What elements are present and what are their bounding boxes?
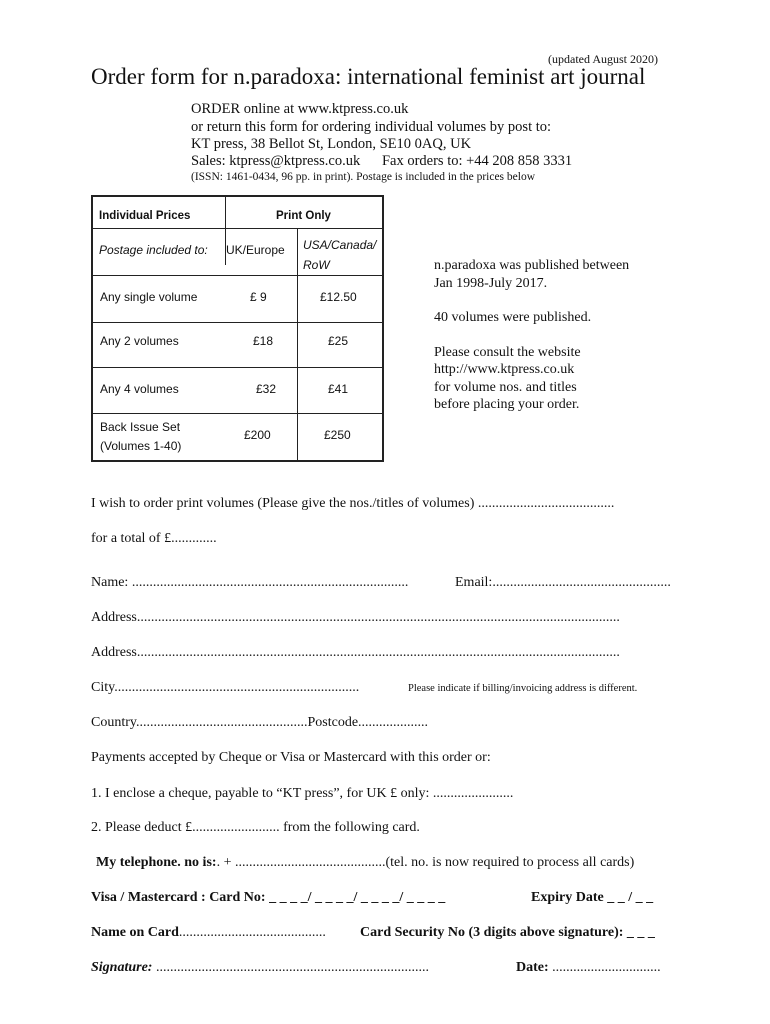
price-uk: £32 <box>256 382 277 396</box>
price-row: £41 <box>328 382 349 396</box>
address-field-1[interactable]: Address.......................................................................................................................................... <box>91 610 620 625</box>
issn-note: (ISSN: 1461-0434, 96 pp. in print). Postage is included in the prices below <box>191 171 536 183</box>
table-header-prices: Individual Prices <box>99 210 191 222</box>
col-uk-europe: UK/Europe <box>226 243 285 257</box>
total-field[interactable]: for a total of £............. <box>91 531 217 546</box>
side-info-text: Jan 1998-July 2017. <box>434 275 548 291</box>
table-divider <box>93 367 382 368</box>
card-number-field[interactable]: Visa / Mastercard : Card No: _ _ _ _/ _ _ _ _/ _ _ _ _/ _ _ _ _ <box>91 890 446 905</box>
order-address-line: KT press, 38 Bellot St, London, SE10 0AQ, UK <box>191 136 472 152</box>
price-uk: £18 <box>253 334 274 348</box>
side-info-text: 40 volumes were published. <box>434 310 592 325</box>
table-divider <box>93 413 382 414</box>
order-sales-line: Sales: ktpress@ktpress.co.uk Fax orders to: +44 208 858 3331 <box>191 153 573 169</box>
row-label: (Volumes 1-40) <box>100 439 182 453</box>
cheque-field[interactable]: 1. I enclose a cheque, payable to “KT press”, for UK £ only: ....................... <box>91 786 514 801</box>
payments-note: Payments accepted by Cheque or Visa or Mastercard with this order or: <box>91 750 491 765</box>
address-field-2[interactable]: Address.......................................................................................................................................... <box>91 645 620 660</box>
col-usa-row: USA/Canada/ <box>303 238 377 252</box>
country-postcode-field[interactable]: Country.................................................Postcode.................... <box>91 715 429 730</box>
row-label: Any single volume <box>100 290 198 304</box>
col-usa-row: RoW <box>303 258 330 272</box>
billing-note: Please indicate if billing/invoicing address is different. <box>408 683 638 694</box>
price-row: £250 <box>324 428 351 442</box>
email-field[interactable]: Email:................................................... <box>455 575 671 590</box>
row-label: Any 2 volumes <box>100 334 179 348</box>
table-divider <box>93 322 382 323</box>
city-field[interactable]: City...................................................................... <box>91 680 360 695</box>
postage-label: Postage included to: <box>99 243 208 257</box>
table-divider <box>93 275 382 276</box>
side-info-text: before placing your order. <box>434 397 580 412</box>
name-on-card-field[interactable] <box>91 925 326 941</box>
price-table <box>91 195 384 462</box>
signature-dots: .............................................................................. <box>152 960 429 975</box>
website-link[interactable]: http://www.ktpress.co.uk <box>434 362 575 377</box>
telephone-label: My telephone. no is: <box>96 855 217 870</box>
deduct-field[interactable]: 2. Please deduct £......................... from the following card. <box>91 820 420 835</box>
side-info-text: for volume nos. and titles <box>434 379 577 395</box>
telephone-dots: . + ...........................................(tel. no. is now required to process all cards) <box>216 855 635 870</box>
security-code-field[interactable]: Card Security No (3 digits above signature): _ _ _ <box>360 925 655 940</box>
name-on-card-dots: .......................................... <box>178 925 326 940</box>
side-info-text: Please consult the website <box>434 344 581 360</box>
date-field[interactable] <box>516 960 661 976</box>
price-row: £12.50 <box>320 290 357 304</box>
side-info <box>434 257 629 414</box>
table-header-print: Print Only <box>276 210 331 222</box>
name-field[interactable]: Name: ............................................................................... <box>91 575 409 590</box>
table-divider <box>297 228 298 462</box>
row-label: Back Issue Set <box>100 420 181 434</box>
date-label: Date: <box>516 960 549 975</box>
table-divider <box>93 228 382 229</box>
telephone-field[interactable] <box>96 855 634 871</box>
expiry-field[interactable]: Expiry Date _ _ / _ _ <box>531 890 654 905</box>
signature-label: Signature: <box>91 960 153 975</box>
price-uk: £200 <box>244 428 271 442</box>
price-uk: £ 9 <box>250 290 267 304</box>
updated-note: (updated August 2020) <box>548 52 658 66</box>
price-row: £25 <box>328 334 349 348</box>
page-title: Order form for n.paradoxa: international feminist art journal <box>91 64 646 89</box>
volumes-field[interactable]: I wish to order print volumes (Please give the nos./titles of volumes) ....................................... <box>91 496 615 511</box>
side-info-text: n.paradoxa was published between <box>434 258 630 273</box>
row-label: Any 4 volumes <box>100 382 179 396</box>
name-on-card-label: Name on Card <box>91 925 179 940</box>
date-dots: ............................... <box>548 960 661 975</box>
order-online-line: ORDER online at www.ktpress.co.uk <box>191 101 409 117</box>
order-post-line: or return this form for ordering individual volumes by post to: <box>191 119 552 135</box>
signature-field[interactable] <box>91 960 429 976</box>
